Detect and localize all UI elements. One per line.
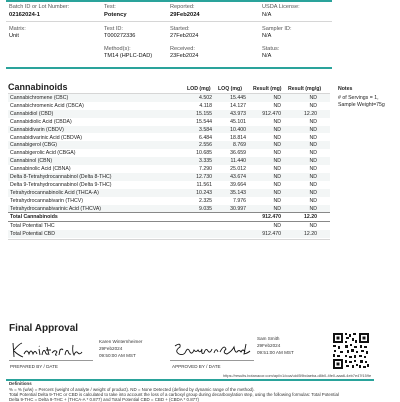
result-mgg-value: ND bbox=[309, 95, 317, 101]
sampler-label: Sampler ID: bbox=[262, 26, 292, 32]
result-mg-value: ND bbox=[273, 95, 281, 101]
result-mgg-value: ND bbox=[309, 205, 317, 212]
table-row bbox=[8, 149, 330, 157]
cannabinoid-name: Cannabinol (CBN) bbox=[10, 158, 53, 165]
result-mg-value: ND bbox=[273, 158, 281, 165]
total-name: Total Cannabinoids bbox=[10, 214, 58, 220]
cbd-result-g: 12.20 bbox=[304, 231, 317, 237]
matrix-label: Matrix: bbox=[9, 26, 26, 32]
table-row bbox=[8, 173, 330, 181]
table-row bbox=[8, 165, 330, 173]
cbd-result: 912.470 bbox=[262, 231, 281, 237]
header-divider bbox=[6, 21, 332, 22]
result-mgg-value: ND bbox=[309, 197, 317, 204]
thc-result: ND bbox=[273, 223, 281, 229]
lod-value: 3.335 bbox=[199, 158, 212, 165]
notes-servings: # of Servings = 1, bbox=[338, 95, 379, 101]
result-mg-value: ND bbox=[273, 134, 281, 141]
loq-value: 35.143 bbox=[230, 189, 246, 196]
total-result: 912.470 bbox=[262, 214, 281, 220]
loq-value: 7.976 bbox=[233, 197, 246, 204]
lod-value: 4.118 bbox=[199, 102, 212, 109]
definitions-title: Definitions bbox=[9, 381, 32, 386]
final-approval-title: Final Approval bbox=[9, 323, 79, 334]
cannabinoid-name: Cannabidiolic Acid (CBDA) bbox=[10, 118, 72, 125]
table-row bbox=[8, 118, 330, 126]
table-row bbox=[8, 94, 330, 102]
reported-label: Reported: bbox=[170, 4, 195, 10]
result-mgg-value: ND bbox=[309, 181, 317, 188]
loq-value: 36.659 bbox=[230, 150, 246, 157]
result-mgg-value: ND bbox=[309, 166, 317, 173]
qr-code-icon[interactable] bbox=[332, 332, 370, 370]
testid-value: T000272336 bbox=[104, 33, 136, 39]
lod-value: 2.325 bbox=[199, 197, 212, 204]
result-mgg-value: ND bbox=[309, 174, 317, 180]
lod-value: 15.155 bbox=[196, 110, 212, 117]
batch-label: Batch ID or Lot Number: bbox=[9, 4, 70, 10]
approved-name: Sam Smith bbox=[257, 336, 280, 341]
result-mgg-value: ND bbox=[309, 150, 317, 157]
prepared-time: 09:50:00 AM MST bbox=[99, 353, 136, 358]
cannabinoid-name: Cannabigerol (CBG) bbox=[10, 142, 57, 149]
result-mg-value: 912.470 bbox=[262, 110, 281, 117]
total-cannabinoids-row bbox=[8, 213, 330, 221]
result-mg-value: ND bbox=[273, 205, 281, 212]
status-value: N/A bbox=[262, 53, 272, 59]
lod-value: 6.484 bbox=[199, 134, 212, 141]
table-row bbox=[8, 181, 330, 189]
cannabinoid-name: Cannabinolic Acid (CBNA) bbox=[10, 166, 71, 173]
table-end-rule bbox=[8, 239, 330, 240]
cannabinoid-name: Delta 9-Tetrahydrocannabinol (Delta 9-THC) bbox=[10, 181, 112, 188]
batch-value: 02162024-1 bbox=[9, 12, 40, 18]
prepared-by-label: PREPARED BY / DATE bbox=[10, 364, 58, 369]
top-rule bbox=[6, 0, 332, 2]
section-rule bbox=[6, 67, 332, 69]
result-mgg-value: ND bbox=[309, 118, 317, 125]
col-loq: LOQ (mg) bbox=[218, 86, 242, 92]
loq-value: 39.664 bbox=[230, 181, 246, 188]
loq-value: 43.973 bbox=[230, 110, 246, 117]
table-row bbox=[8, 157, 330, 165]
result-mgg-value: 12.20 bbox=[304, 110, 317, 117]
table-row bbox=[8, 110, 330, 118]
test-label: Test: bbox=[104, 4, 116, 10]
lod-value: 4.502 bbox=[199, 95, 212, 101]
thc-result-g: ND bbox=[309, 223, 317, 229]
approved-signature bbox=[172, 341, 254, 359]
approved-time: 09:51:00 AM MST bbox=[257, 350, 294, 355]
lod-value: 10.243 bbox=[196, 189, 212, 196]
cannabinoid-name: Tetrahydrocannabivarinic Acid (THCVA) bbox=[10, 205, 102, 212]
lod-value: 10.685 bbox=[196, 150, 212, 157]
prepared-name: Karen Winternheimer bbox=[99, 339, 143, 344]
received-label: Received: bbox=[170, 46, 195, 52]
definitions-line-3: Delta 9-THC = Delta 9-THC + (THCA-A * 0.877) and Total Potential CBD = CBD + (CBDA * 0.877) bbox=[9, 397, 200, 402]
loq-value: 45.101 bbox=[230, 118, 246, 125]
table-row bbox=[8, 197, 330, 205]
result-mg-value: ND bbox=[273, 118, 281, 125]
started-label: Started: bbox=[170, 26, 190, 32]
cannabinoid-name: Cannabidiol (CBD) bbox=[10, 110, 54, 117]
total-cbd-row bbox=[8, 230, 330, 238]
result-mg-value: ND bbox=[273, 142, 281, 149]
received-value: 23Feb2024 bbox=[170, 53, 199, 59]
loq-value: 14.127 bbox=[230, 102, 246, 109]
cannabinoid-name: Cannabichromene (CBC) bbox=[10, 95, 69, 101]
cbd-name: Total Potential CBD bbox=[10, 231, 55, 237]
loq-value: 25.012 bbox=[230, 166, 246, 173]
cannabinoid-name: Cannabidivarinic Acid (CBDVA) bbox=[10, 134, 82, 141]
lod-value: 9.035 bbox=[199, 205, 212, 212]
verify-url[interactable]: https://results.botanacor.com/api/v1/coa/uid/59bdaeba-d8b0-4fe0-aaa6-4eb7e47f159e bbox=[223, 373, 372, 378]
table-row bbox=[8, 189, 330, 197]
matrix-value: Unit bbox=[9, 33, 19, 39]
result-mgg-value: ND bbox=[309, 102, 317, 109]
table-row bbox=[8, 134, 330, 142]
approved-date: 29Feb2024 bbox=[257, 343, 281, 348]
table-row bbox=[8, 126, 330, 134]
thc-name: Total Potential THC bbox=[10, 223, 55, 229]
loq-value: 11.440 bbox=[230, 158, 246, 165]
total-thc-row bbox=[8, 222, 330, 230]
col-notes: Notes bbox=[338, 86, 353, 92]
loq-value: 18.814 bbox=[230, 134, 246, 141]
result-mg-value: ND bbox=[273, 102, 281, 109]
result-mg-value: ND bbox=[273, 126, 281, 133]
loq-value: 10.400 bbox=[230, 126, 246, 133]
approved-sig-line bbox=[170, 360, 254, 361]
result-mg-value: ND bbox=[273, 174, 281, 180]
definitions-line-2: Total Potential Delta 9-THC or CBD is calculated to take into account the loss of a carboxyl group during decarboxylation step, using the following formulas: Total Potential bbox=[9, 392, 339, 397]
col-lod: LOD (mg) bbox=[187, 86, 211, 92]
reported-value: 29Feb2024 bbox=[170, 12, 200, 18]
approved-by-label: APPROVED BY / DATE bbox=[172, 364, 221, 369]
notes-weight: Sample Weight=75g bbox=[338, 102, 385, 108]
lod-value: 2.556 bbox=[199, 142, 212, 149]
test-value: Potency bbox=[104, 12, 127, 18]
lod-value: 15.544 bbox=[196, 118, 212, 125]
lod-value: 12.730 bbox=[196, 174, 212, 180]
cannabinoid-name: Cannabidivarin (CBDV) bbox=[10, 126, 64, 133]
prepared-signature bbox=[10, 340, 90, 360]
status-label: Status: bbox=[262, 46, 280, 52]
table-row bbox=[8, 141, 330, 149]
result-mgg-value: ND bbox=[309, 134, 317, 141]
col-result-mg: Result (mg) bbox=[253, 86, 282, 92]
result-mgg-value: ND bbox=[309, 189, 317, 196]
lod-value: 3.584 bbox=[199, 126, 212, 133]
method-value: TM14 (HPLC-DAD) bbox=[104, 53, 153, 59]
col-result-mgg: Result (mg/g) bbox=[288, 86, 322, 92]
prepared-date: 29Feb2024 bbox=[99, 346, 123, 351]
cannabinoid-name: Cannabichromenic Acid (CBCA) bbox=[10, 102, 84, 109]
definitions-line-1: % = % (w/w) = Percent (weight of analyte / weight of product). ND = None Detected (defined by dynamic range of the method). bbox=[9, 387, 255, 392]
result-mg-value: ND bbox=[273, 197, 281, 204]
sampler-value: N/A bbox=[262, 33, 272, 39]
loq-value: 15.445 bbox=[230, 95, 246, 101]
loq-value: 30.997 bbox=[230, 205, 246, 212]
cannabinoid-name: Delta 8-Tetrahydrocannabinol (Delta 8-THC) bbox=[10, 174, 112, 180]
usda-label: USDA License: bbox=[262, 4, 300, 10]
cannabinoid-name: Tetrahydrocannabinolic Acid (THCA-A) bbox=[10, 189, 99, 196]
prepared-sig-line bbox=[9, 360, 93, 361]
cannabinoid-name: Tetrahydrocannabivarin (THCV) bbox=[10, 197, 83, 204]
total-result-g: 12.20 bbox=[304, 214, 317, 220]
result-mgg-value: ND bbox=[309, 158, 317, 165]
table-row bbox=[8, 102, 330, 110]
lod-value: 11.561 bbox=[196, 181, 212, 188]
method-label: Method(s): bbox=[104, 46, 131, 52]
footer-rule bbox=[6, 379, 374, 381]
usda-value: N/A bbox=[262, 12, 272, 18]
cannabinoid-name: Cannabigerolic Acid (CBGA) bbox=[10, 150, 76, 157]
result-mg-value: ND bbox=[273, 181, 281, 188]
testid-label: Test ID: bbox=[104, 26, 123, 32]
loq-value: 8.769 bbox=[233, 142, 246, 149]
result-mgg-value: ND bbox=[309, 142, 317, 149]
result-mg-value: ND bbox=[273, 166, 281, 173]
result-mgg-value: ND bbox=[309, 126, 317, 133]
lod-value: 7.290 bbox=[199, 166, 212, 173]
result-mg-value: ND bbox=[273, 189, 281, 196]
result-mg-value: ND bbox=[273, 150, 281, 157]
cannabinoids-title: Cannabinoids bbox=[8, 82, 68, 92]
started-value: 27Feb2024 bbox=[170, 33, 199, 39]
loq-value: 43.674 bbox=[230, 174, 246, 180]
